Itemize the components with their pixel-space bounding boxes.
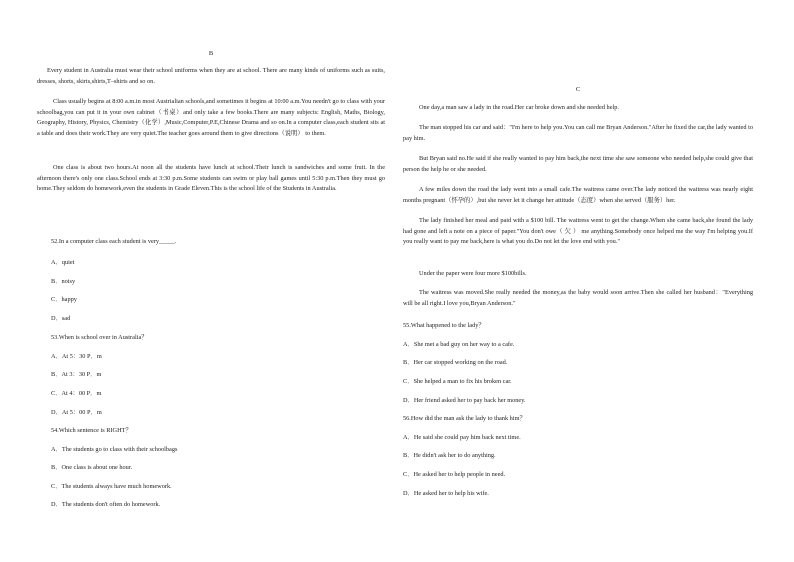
option-56-c: C．He asked her to help people in need. [403, 471, 506, 478]
option-54-d: D．The students don't often do homework. [51, 501, 161, 508]
passage-paragraph: Every student in Australia must wear their school uniforms when they are at school. There are many kinds of uniforms such as suits, dresses, shorts, skirts,shirts,T–shirts and so on. [37, 67, 385, 85]
option-53-b: B．At 3：30 P．m [51, 371, 102, 378]
passage-paragraph: One class is about two hours.At noon all the students have lunch at school.Their lunch is sandwiches and some fruit. In the afternoon there's only one class.School ends at 3:30 p.m.Some students can swim or play ball games until 5:30 p.m.Then they must go home.They seldom do homework,even the students in Grade Eleven.This is the school life of the Students in Australia. [37, 164, 385, 192]
option-53-d: D．At 5：00 P．m [51, 409, 102, 416]
passage-paragraph: The lady finished her meal and paid with a $100 bill. The waitress went to get the change.When she came back,she found the lady had gone and left a note on a piece of paper."You don't owe（ 欠 ） me anything.Somebody once helped me the way I'm helping you.If you really want to pay me back,here is what you do.Do not let the love end with you." [403, 217, 753, 245]
option-54-b: B．One class is about one hour. [51, 464, 133, 471]
passage-paragraph: One day,a man saw a lady in the road.Her car broke down and she needed help. [419, 104, 619, 111]
option-53-c: C．At 4：00 P．m [51, 390, 102, 397]
passage-paragraph: The waitress was moved.She really needed the money,as the baby would soon arrive.Then she called her husband："Everything will be all right.I love you,Bryan Anderson." [403, 289, 753, 307]
option-56-b: B．He didn't ask her to do anything. [403, 452, 496, 459]
option-54-a: A．The students go to class with their schoolbags [51, 446, 178, 453]
section-heading-c: C [575, 86, 581, 93]
passage-paragraph: A few miles down the road the lady went into a small cafe.The waitress came over.The lady noticed the waitress was nearly eight months pregnant（怀孕的）,but she never let it change her attitude（态度）when she served（服务）her. [403, 186, 753, 204]
question-55: 55.What happened to the lady？ [403, 322, 485, 329]
question-53: 53.When is school over in Australia？ [51, 334, 148, 341]
option-52-a: A．quiet [51, 259, 75, 266]
option-52-d: D．sad [51, 315, 71, 322]
option-52-c: C．happy [51, 296, 77, 303]
option-56-a: A．He said she could pay him back next time. [403, 434, 521, 441]
option-55-b: B．Her car stopped working on the road. [403, 359, 508, 366]
option-55-d: D．Her friend asked her to pay back her money. [403, 397, 526, 404]
question-52: 52.In a computer class each student is very_____. [51, 238, 177, 245]
passage-paragraph: Class usually begins at 8:00 a.m.in most Austrialian schools,and sometimes it begins at 10:00 a.m.You needn't go to class with your schoolbag,you can put it in your own cabinet（书桌）and only take a few books.There are many subjects: English, Maths, Biology, Geography, History, Physics, Chemistry（化学）,Music,Computer,P.E,Chinese Drama and so on.In a computer class,each student sits at a table and does their work.They are very quiet.The teacher goes around them to give directions（说明） to them. [37, 98, 385, 137]
passage-paragraph: But Bryan said no.He said if she really wanted to pay him back,the next time she saw someone who needed help,she could give that person the help he or she needed. [403, 155, 753, 173]
option-55-a: A．She met a bad guy on her way to a cafe. [403, 341, 515, 348]
section-heading-b: B [208, 50, 214, 57]
question-56: 56.How did the man ask the lady to thank him？ [403, 415, 526, 422]
option-53-a: A．At 5：30 P．m [51, 353, 102, 360]
passage-paragraph: Under the paper were four more $100bills. [419, 270, 527, 277]
option-56-d: D．He asked her to help his wife. [403, 490, 489, 497]
option-54-c: C．The students always have much homework. [51, 483, 172, 490]
passage-paragraph: The man stopped his car and said："I'm here to help you.You can call me Bryan Anderson."After he fixed the car,the lady wanted to pay him. [403, 124, 753, 142]
option-52-b: B．noisy [51, 278, 76, 285]
option-55-c: C．She helped a man to fix his broken car. [403, 378, 512, 385]
question-54: 54.Which sentence is RIGHT？ [51, 427, 132, 434]
